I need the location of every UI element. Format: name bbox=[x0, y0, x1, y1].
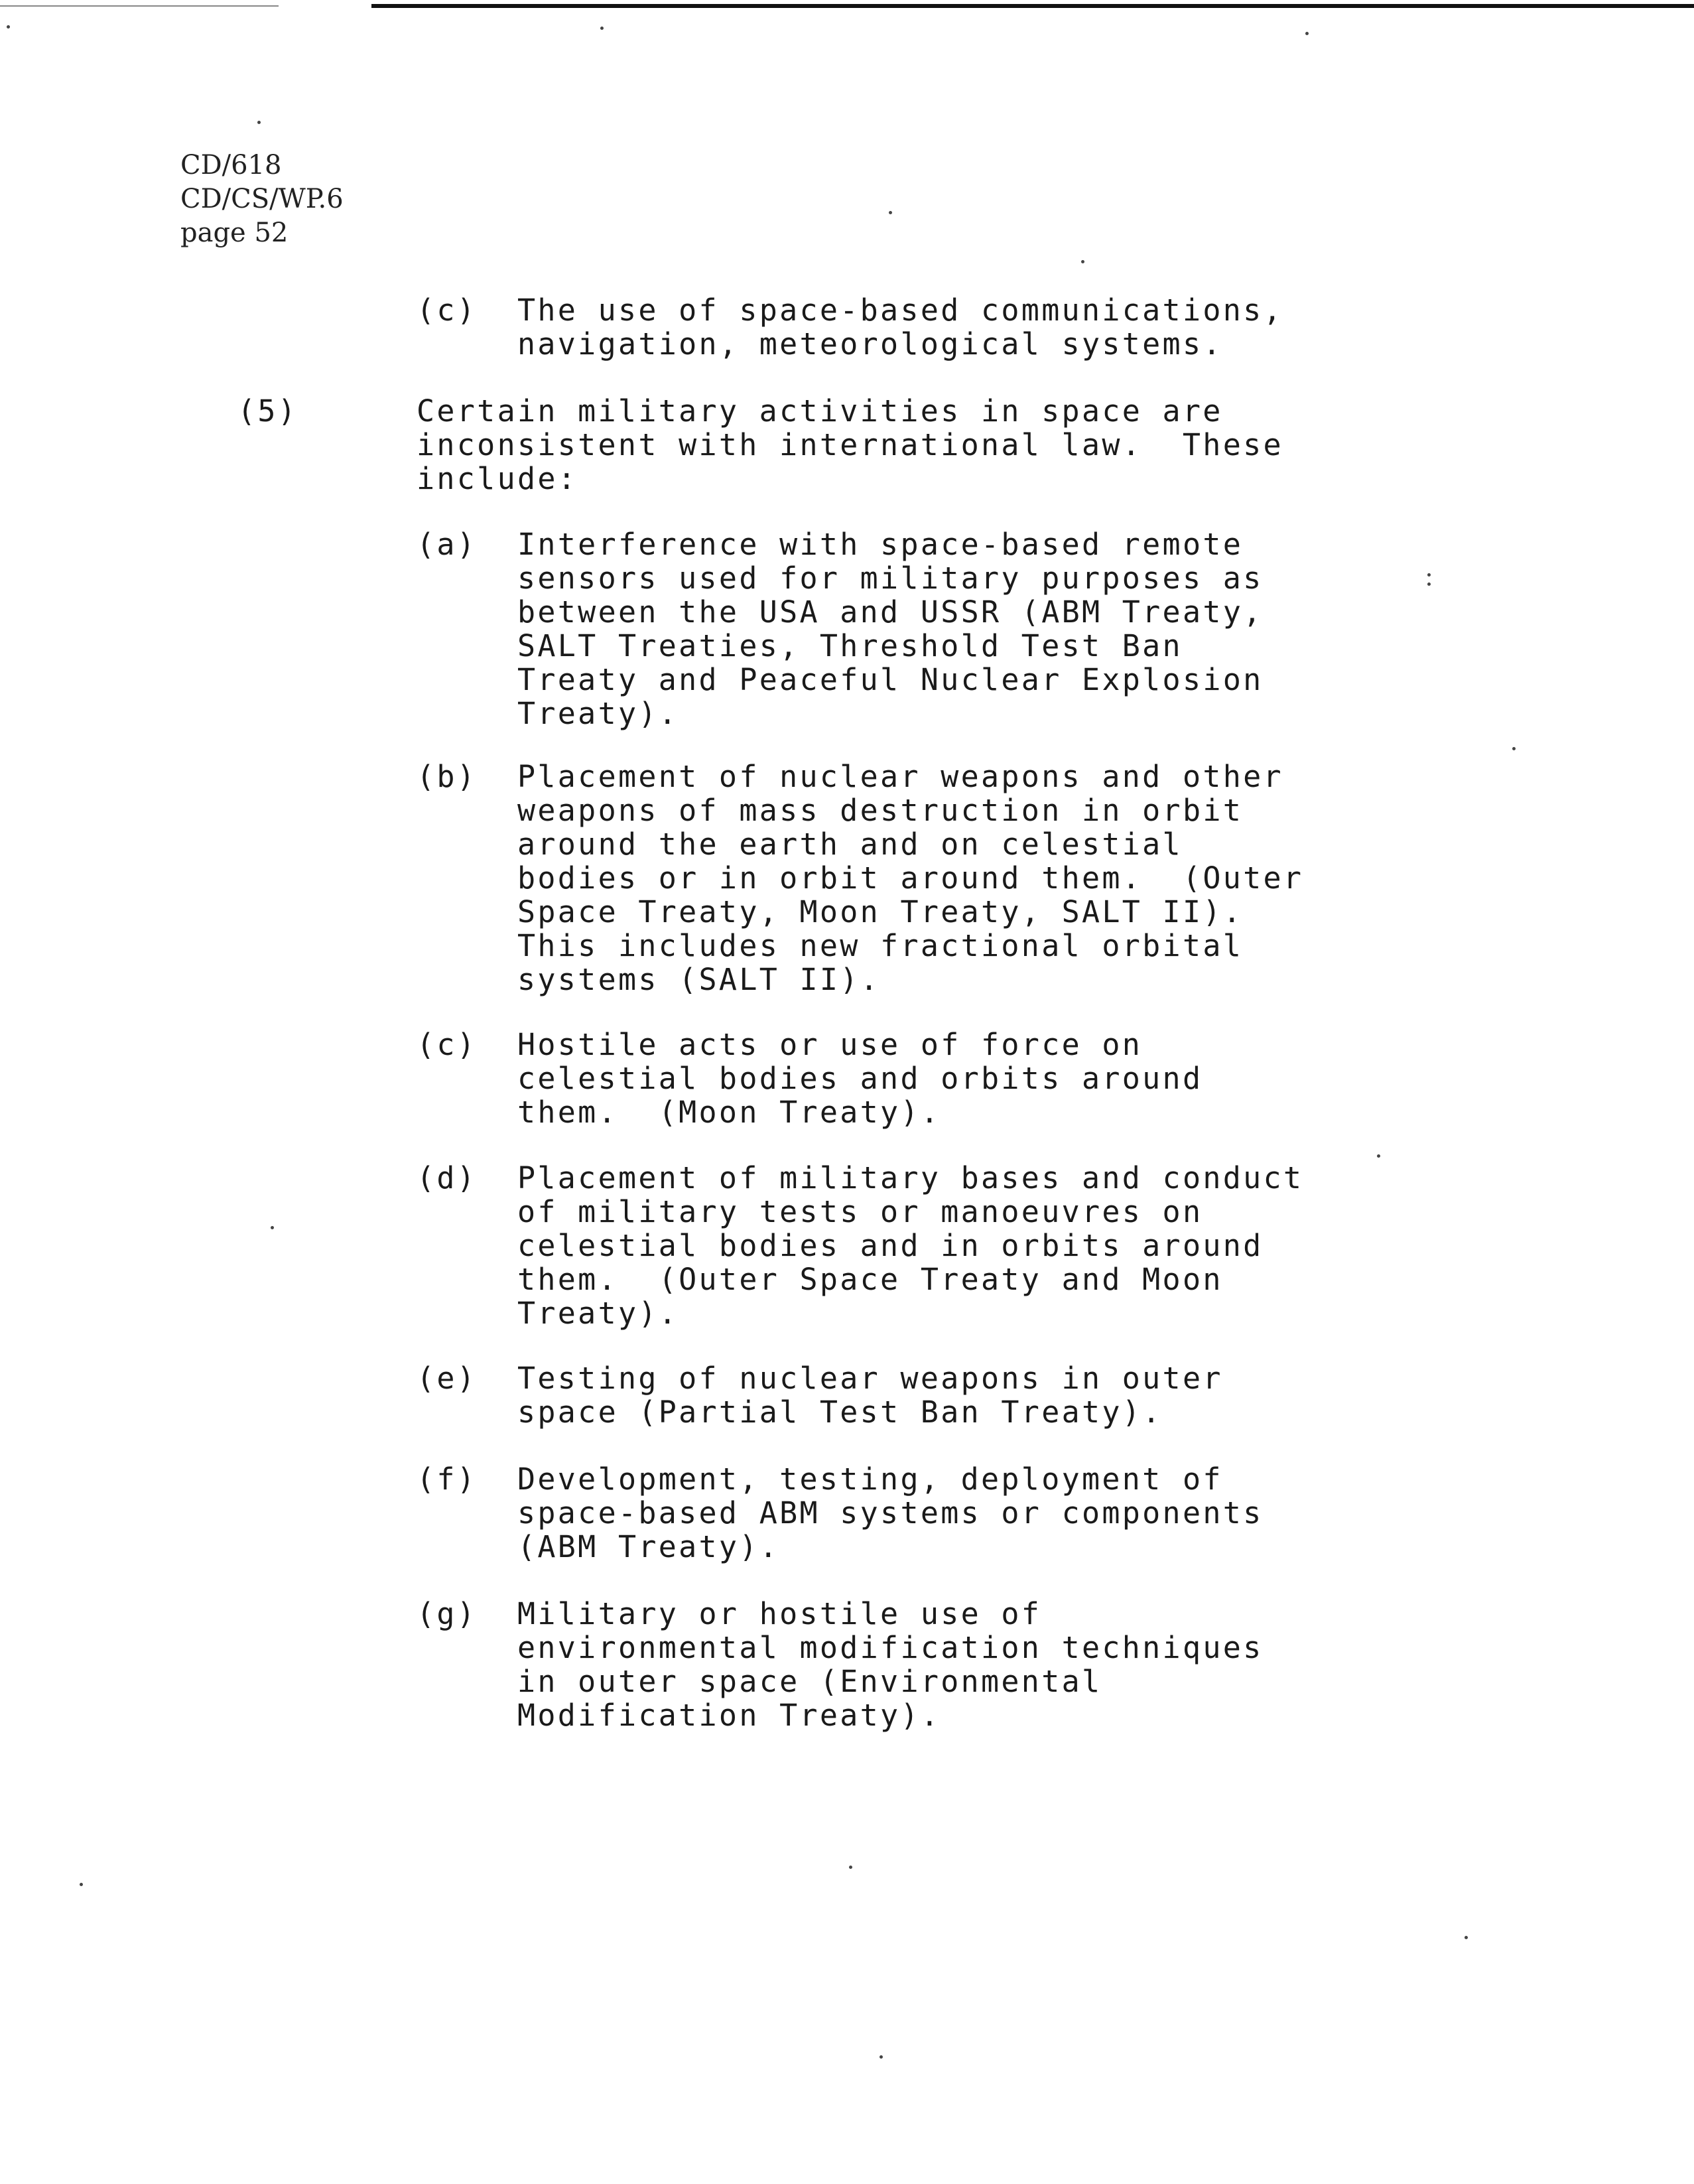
page-number: page 52 bbox=[180, 218, 289, 248]
scan-speck bbox=[1081, 260, 1084, 263]
item-label: (d) bbox=[417, 1160, 478, 1195]
scan-edge-line bbox=[371, 4, 1694, 8]
document-symbol: CD/618 bbox=[180, 150, 282, 180]
item-label: (c) bbox=[417, 1027, 478, 1062]
scan-speck bbox=[600, 27, 604, 30]
scan-edge-faint-line bbox=[0, 5, 279, 7]
scan-speck bbox=[1305, 32, 1309, 35]
scan-speck bbox=[849, 1866, 852, 1869]
scan-speck bbox=[1465, 1936, 1468, 1939]
item-text: Placement of nuclear weapons and other weapons of mass destruction in orbit around the earth and on celestial bodies or in orbit around them. (Outer Space Treaty, Moon Treaty, SALT II). This includes new fractional orbital systems (SALT II). bbox=[517, 759, 1304, 997]
scan-speck bbox=[1427, 573, 1431, 577]
item-text: Testing of nuclear weapons in outer space (Partial Test Ban Treaty). bbox=[517, 1361, 1223, 1430]
item-label: (g) bbox=[417, 1596, 478, 1631]
item-label: (b) bbox=[417, 759, 478, 794]
paragraph-text: Certain military activities in space are inconsistent with international law. These include: bbox=[417, 393, 1283, 496]
item-text: The use of space-based communications, navigation, meteorological systems. bbox=[517, 293, 1283, 362]
scan-speck bbox=[889, 211, 892, 214]
scan-speck bbox=[1427, 582, 1431, 586]
item-text: Interference with space-based remote sensors used for military purposes as between the USA and USSR (ABM Treaty, SALT Treaties, Threshold Test Ban Treaty and Peaceful Nuclear Explosion Treaty). bbox=[517, 527, 1264, 731]
scan-speck bbox=[257, 121, 261, 124]
paragraph-number: (5) bbox=[237, 393, 298, 429]
item-label: (c) bbox=[417, 293, 478, 328]
scan-speck bbox=[80, 1883, 83, 1886]
scan-speck bbox=[1377, 1154, 1380, 1158]
item-label: (e) bbox=[417, 1361, 478, 1396]
document-reference-header bbox=[180, 149, 344, 250]
item-text: Development, testing, deployment of space-based ABM systems or components (ABM Treaty). bbox=[517, 1462, 1264, 1564]
item-text: Military or hostile use of environmental modification techniques in outer space (Environmental Modification Treaty). bbox=[517, 1596, 1264, 1733]
scan-speck bbox=[271, 1226, 274, 1229]
item-label: (f) bbox=[417, 1462, 478, 1497]
scan-speck bbox=[880, 2055, 883, 2059]
scan-speck bbox=[1512, 747, 1516, 750]
scan-speck bbox=[7, 25, 10, 29]
item-text: Placement of military bases and conduct of military tests or manoeuvres on celestial bodies and in orbits around them. (Outer Space Treaty and Moon Treaty). bbox=[517, 1160, 1304, 1331]
working-paper-symbol: CD/CS/WP.6 bbox=[180, 184, 344, 214]
scan-top-edge bbox=[0, 0, 1694, 15]
item-label: (a) bbox=[417, 527, 478, 562]
item-text: Hostile acts or use of force on celestial bodies and orbits around them. (Moon Treaty). bbox=[517, 1027, 1203, 1130]
